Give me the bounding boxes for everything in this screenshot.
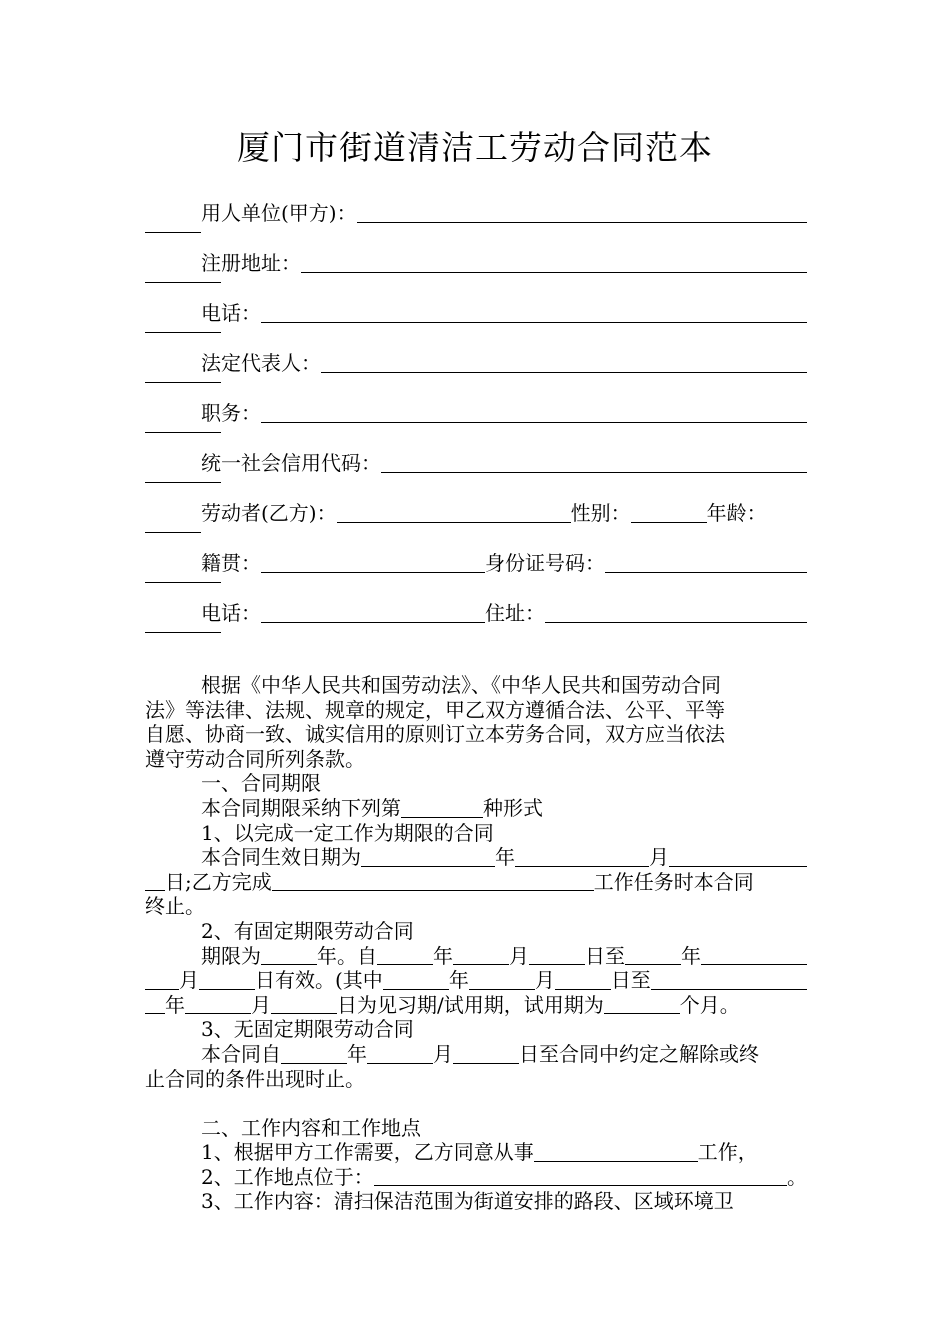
term-1-date-line: 本合同生效日期为 年 月: [145, 845, 807, 870]
intro-line-2: 法》等法律、法规、规章的规定，甲乙双方遵循合法、公平、平等: [145, 697, 725, 722]
intro-line-1: 根据《中华人民共和国劳动法》、《中华人民共和国劳动合同: [201, 673, 721, 697]
t2-trial-end-year-blank[interactable]: [651, 971, 807, 990]
contract-body: [145, 673, 807, 1214]
position-field: [145, 397, 807, 447]
section-1-title: 一、合同期限: [201, 771, 321, 796]
position-blank[interactable]: [261, 400, 807, 423]
t1-year-blank[interactable]: [361, 848, 495, 867]
section-2-title: 二、工作内容和工作地点: [201, 1115, 421, 1140]
position-label: 职务：: [201, 401, 261, 425]
legal-rep-label: 法定代表人：: [201, 351, 321, 375]
t1-task-blank[interactable]: [272, 872, 594, 891]
legal-rep-field: [145, 347, 807, 397]
term-3-end-line: 止合同的条件出现时止。: [145, 1066, 365, 1091]
t2-trial-year-blank[interactable]: [383, 971, 449, 990]
legal-rep-blank-cont: [145, 380, 221, 383]
intro-line-4: 遵守劳动合同所列条款。: [145, 746, 365, 771]
id-no-blank-cont: [145, 580, 221, 583]
contact-field: [145, 597, 807, 647]
term-choice-line: 本合同期限采纳下列第 种形式: [201, 795, 543, 820]
residence-label: 住址：: [485, 601, 545, 625]
worker-blank[interactable]: [337, 500, 571, 523]
legal-rep-blank[interactable]: [321, 350, 807, 373]
gender-label: 性别：: [570, 501, 631, 525]
address-label: 注册地址：: [201, 251, 301, 275]
t2-from-month-blank[interactable]: [453, 946, 509, 965]
residence-blank-cont: [145, 630, 221, 633]
phone-blank-cont: [145, 330, 221, 333]
age-blank[interactable]: [145, 530, 201, 533]
employer-blank[interactable]: [357, 200, 807, 223]
phone2-blank[interactable]: [261, 600, 485, 623]
intro-line-3: 自愿、协商一致、诚实信用的原则订立本劳务合同，双方应当依法: [145, 722, 725, 747]
credit-code-blank[interactable]: [381, 450, 807, 473]
t2-to-day-blank[interactable]: [199, 971, 255, 990]
t2-trial-end-month-blank[interactable]: [185, 995, 251, 1014]
t2-to-month-blank[interactable]: [701, 946, 807, 965]
term-2-valid-line: 月 日有效。(其中 年 月 日至: [145, 968, 807, 993]
t3-day-blank[interactable]: [453, 1045, 519, 1064]
residence-blank[interactable]: [545, 600, 807, 623]
t2-trial-end-day-blank[interactable]: [271, 995, 337, 1014]
work-content-line: 3、工作内容：清扫保洁范围为街道安排的路段、区域环境卫: [201, 1189, 734, 1214]
term-form-blank[interactable]: [401, 799, 483, 818]
t2-trial-end-year-cont: [145, 995, 165, 1014]
t2-to-month-cont: [145, 971, 179, 990]
term-1-complete-line: 日;乙方完成 工作任务时本合同: [145, 870, 807, 895]
native-blank[interactable]: [261, 550, 485, 573]
work-location-line: 2、工作地点位于： 。: [201, 1164, 807, 1189]
term-3-line: 本合同自 年 月 日至合同中约定之解除或终: [201, 1041, 759, 1066]
worker-field: [145, 497, 807, 547]
t2-to-year-blank[interactable]: [625, 946, 681, 965]
employer-field: [145, 197, 807, 247]
credit-code-label: 统一社会信用代码：: [201, 451, 381, 475]
phone2-label: 电话：: [201, 601, 261, 625]
phone-label: 电话：: [201, 301, 261, 325]
phone-blank[interactable]: [261, 300, 807, 323]
age-label: 年龄：: [706, 501, 767, 525]
native-label: 籍贯：: [201, 551, 261, 575]
term-2-period-line: 期限为 年。自 年 月 日至 年: [145, 944, 807, 969]
t3-month-blank[interactable]: [367, 1045, 433, 1064]
work-location-blank[interactable]: [374, 1167, 787, 1186]
t3-year-blank[interactable]: [281, 1045, 347, 1064]
term-2-trial-line: 年 月 日为见习期/试用期，试用期为 个月。: [145, 993, 807, 1018]
t2-trial-months-blank[interactable]: [604, 995, 680, 1014]
page-title: 厦门市街道清洁工劳动合同范本: [237, 128, 713, 167]
work-type-blank[interactable]: [534, 1143, 698, 1162]
address-field: [145, 247, 807, 297]
gender-blank[interactable]: [631, 500, 707, 523]
term-type-1: 1、以完成一定工作为期限的合同: [201, 820, 494, 845]
employer-blank-cont: [145, 230, 201, 233]
term-type-3: 3、无固定期限劳动合同: [201, 1017, 414, 1042]
address-blank[interactable]: [301, 250, 807, 273]
employer-label: 用人单位(甲方)：: [201, 201, 357, 225]
work-type-line: 1、根据甲方工作需要，乙方同意从事 工作，: [201, 1140, 758, 1165]
position-blank-cont: [145, 430, 221, 433]
id-no-blank[interactable]: [605, 550, 807, 573]
t2-from-year-blank[interactable]: [377, 946, 433, 965]
t1-month-blank[interactable]: [515, 848, 649, 867]
credit-code-field: [145, 447, 807, 497]
worker-label: 劳动者(乙方)：: [201, 501, 337, 525]
credit-code-blank-cont: [145, 480, 221, 483]
id-no-label: 身份证号码：: [485, 551, 605, 575]
native-field: [145, 547, 807, 597]
t1-day-blank[interactable]: [669, 848, 807, 867]
term-type-2: 2、有固定期限劳动合同: [201, 918, 414, 943]
t2-years-blank[interactable]: [261, 946, 317, 965]
address-blank-cont: [145, 280, 221, 283]
phone-field: [145, 297, 807, 347]
t2-from-day-blank[interactable]: [529, 946, 585, 965]
term-1-end-line: 终止。: [145, 894, 205, 919]
t2-trial-day-blank[interactable]: [555, 971, 611, 990]
t1-day-blank-cont: [145, 872, 165, 891]
t2-trial-month-blank[interactable]: [469, 971, 535, 990]
